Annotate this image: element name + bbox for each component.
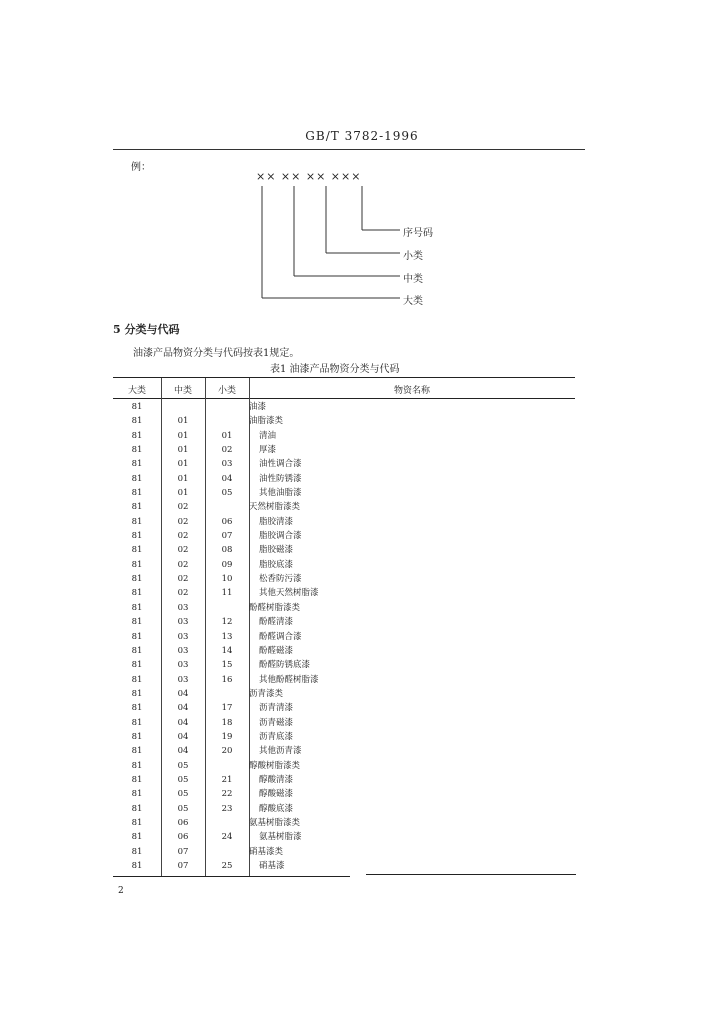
table-row <box>113 759 575 773</box>
cell-material-name: 油性调合漆 <box>259 459 302 470</box>
cell-major-class: 81 <box>131 731 143 742</box>
cell-major-class: 81 <box>131 645 143 656</box>
cell-minor-class: 09 <box>221 559 233 570</box>
table-row <box>113 500 575 514</box>
cell-minor-class: 17 <box>221 703 233 714</box>
label-minor-class: 小类 <box>403 251 423 262</box>
table-row <box>113 687 575 701</box>
cell-major-class: 81 <box>131 846 143 857</box>
table-row <box>113 429 575 443</box>
header-major-class: 大类 <box>127 386 146 396</box>
table-row <box>113 601 575 615</box>
table-header-rule <box>113 398 575 399</box>
cell-material-name: 醇酸清漆 <box>259 774 294 785</box>
cell-major-class: 81 <box>131 617 143 628</box>
header-material-name: 物资名称 <box>393 386 430 396</box>
cell-major-class: 81 <box>131 445 143 456</box>
table-row <box>113 586 575 600</box>
cell-material-name: 其他天然树脂漆 <box>259 588 319 599</box>
cell-minor-class: 01 <box>221 430 233 441</box>
label-major-class: 大类 <box>403 296 423 307</box>
cell-material-name: 其他沥青漆 <box>259 746 302 757</box>
cell-mid-class: 03 <box>177 631 189 642</box>
page-number: 2 <box>118 886 124 896</box>
cell-major-class: 81 <box>131 488 143 499</box>
cell-major-class: 81 <box>131 531 143 542</box>
cell-minor-class: 21 <box>221 774 233 785</box>
table-row <box>113 673 575 687</box>
table-row <box>113 845 575 859</box>
cell-minor-class: 18 <box>221 717 233 728</box>
table-row <box>113 730 575 744</box>
table-bottom-rule <box>366 874 576 875</box>
cell-major-class: 81 <box>131 545 143 556</box>
table-row <box>113 615 575 629</box>
cell-mid-class: 04 <box>177 703 189 714</box>
cell-mid-class: 02 <box>177 531 189 542</box>
cell-material-name: 天然树脂漆类 <box>249 502 301 513</box>
cell-minor-class: 13 <box>221 631 233 642</box>
cell-material-name: 沥青漆类 <box>249 688 284 699</box>
cell-major-class: 81 <box>131 660 143 671</box>
cell-minor-class: 16 <box>221 674 233 685</box>
cell-minor-class: 19 <box>221 731 233 742</box>
cell-mid-class: 02 <box>177 502 189 513</box>
cell-material-name: 脂胶磁漆 <box>259 545 294 556</box>
table-row <box>113 515 575 529</box>
table-row <box>113 744 575 758</box>
table-row <box>113 457 575 471</box>
cell-material-name: 清油 <box>259 430 277 441</box>
example-label: 例： <box>131 162 151 173</box>
table-row <box>113 400 575 414</box>
section-heading: 5 分类与代码 <box>113 323 180 336</box>
cell-material-name: 脂胶调合漆 <box>259 531 302 542</box>
cell-material-name: 沥青磁漆 <box>259 717 294 728</box>
cell-minor-class: 14 <box>221 645 233 656</box>
cell-minor-class: 22 <box>221 789 233 800</box>
table-row <box>113 701 575 715</box>
cell-mid-class: 06 <box>177 832 189 843</box>
cell-major-class: 81 <box>131 416 143 427</box>
cell-major-class: 81 <box>131 832 143 843</box>
cell-material-name: 松香防污漆 <box>259 574 302 585</box>
cell-major-class: 81 <box>131 760 143 771</box>
table-row <box>113 572 575 586</box>
cell-mid-class: 03 <box>177 602 189 613</box>
cell-major-class: 81 <box>131 774 143 785</box>
cell-minor-class: 10 <box>221 574 233 585</box>
cell-material-name: 硝基漆类 <box>249 846 284 857</box>
cell-minor-class: 07 <box>221 531 233 542</box>
cell-material-name: 厚漆 <box>259 445 277 456</box>
cell-major-class: 81 <box>131 502 143 513</box>
cell-minor-class: 11 <box>221 588 233 599</box>
cell-material-name: 油性防锈漆 <box>259 473 302 484</box>
code-structure-diagram <box>0 0 724 320</box>
cell-material-name: 脂胶底漆 <box>259 559 294 570</box>
table-row <box>113 787 575 801</box>
cell-mid-class: 05 <box>177 760 189 771</box>
cell-material-name: 其他油脂漆 <box>259 488 302 499</box>
cell-mid-class: 02 <box>177 574 189 585</box>
table-row <box>113 816 575 830</box>
cell-material-name: 油脂漆类 <box>249 416 284 427</box>
table-caption: 表1 油漆产品物资分类与代码 <box>270 364 400 375</box>
cell-material-name: 沥青底漆 <box>259 731 294 742</box>
table-row <box>113 558 575 572</box>
cell-mid-class: 01 <box>177 459 189 470</box>
label-serial-code: 序号码 <box>403 228 433 239</box>
table-body <box>113 400 575 873</box>
cell-material-name: 硝基漆 <box>259 861 285 871</box>
cell-major-class: 81 <box>131 688 143 699</box>
cell-mid-class: 01 <box>177 445 189 456</box>
cell-material-name: 酚醛磁漆 <box>259 645 294 656</box>
cell-major-class: 81 <box>131 402 143 412</box>
table-row <box>113 716 575 730</box>
cell-mid-class: 03 <box>177 674 189 685</box>
table-row <box>113 773 575 787</box>
cell-major-class: 81 <box>131 588 143 599</box>
table-row <box>113 543 575 557</box>
cell-minor-class: 20 <box>221 746 233 757</box>
cell-major-class: 81 <box>131 703 143 714</box>
cell-major-class: 81 <box>131 717 143 728</box>
section-text: 油漆产品物资分类与代码按表1规定。 <box>133 348 300 359</box>
cell-mid-class: 04 <box>177 717 189 728</box>
cell-major-class: 81 <box>131 602 143 613</box>
cell-minor-class: 02 <box>221 445 233 456</box>
table-row <box>113 414 575 428</box>
cell-mid-class: 01 <box>177 473 189 484</box>
cell-mid-class: 04 <box>177 731 189 742</box>
cell-minor-class: 15 <box>221 660 233 671</box>
table-row <box>113 472 575 486</box>
cell-mid-class: 03 <box>177 617 189 628</box>
header-minor-class: 小类 <box>217 386 236 396</box>
cell-mid-class: 02 <box>177 545 189 556</box>
cell-minor-class: 12 <box>221 617 233 628</box>
cell-mid-class: 05 <box>177 789 189 800</box>
table-top-rule <box>113 377 575 378</box>
cell-mid-class: 03 <box>177 645 189 656</box>
cell-minor-class: 04 <box>221 473 233 484</box>
cell-mid-class: 04 <box>177 688 189 699</box>
cell-material-name: 油漆 <box>249 402 267 412</box>
cell-mid-class: 05 <box>177 803 189 814</box>
code-pattern: ×× ×× ×× ××× <box>256 170 362 183</box>
cell-material-name: 酚醛调合漆 <box>259 631 302 642</box>
cell-major-class: 81 <box>131 574 143 585</box>
cell-mid-class: 01 <box>177 488 189 499</box>
cell-material-name: 氨基树脂漆类 <box>249 817 301 828</box>
cell-material-name: 其他酚醛树脂漆 <box>259 674 319 685</box>
cell-major-class: 81 <box>131 559 143 570</box>
cell-mid-class: 01 <box>177 416 189 427</box>
cell-major-class: 81 <box>131 789 143 800</box>
cell-minor-class: 08 <box>221 545 233 556</box>
table-row <box>113 443 575 457</box>
cell-material-name: 酚醛清漆 <box>259 617 294 628</box>
table-bottom-rule <box>113 876 350 877</box>
cell-major-class: 81 <box>131 516 143 527</box>
page-header: GB/T 3782-1996 <box>305 129 419 143</box>
cell-material-name: 醇酸树脂漆类 <box>249 760 301 771</box>
cell-mid-class: 05 <box>177 774 189 785</box>
cell-material-name: 氨基树脂漆 <box>259 832 302 843</box>
label-mid-class: 中类 <box>403 274 423 285</box>
cell-mid-class: 03 <box>177 660 189 671</box>
cell-minor-class: 03 <box>221 459 233 470</box>
table-row <box>113 658 575 672</box>
cell-major-class: 81 <box>131 631 143 642</box>
cell-major-class: 81 <box>131 430 143 441</box>
cell-mid-class: 02 <box>177 516 189 527</box>
cell-major-class: 81 <box>131 674 143 685</box>
cell-major-class: 81 <box>131 817 143 828</box>
cell-mid-class: 07 <box>177 846 189 857</box>
cell-material-name: 醇酸底漆 <box>259 803 294 814</box>
cell-minor-class: 06 <box>221 516 233 527</box>
cell-major-class: 81 <box>131 459 143 470</box>
cell-mid-class: 02 <box>177 588 189 599</box>
cell-minor-class: 25 <box>221 861 233 871</box>
cell-minor-class: 23 <box>221 803 233 814</box>
header-mid-class: 中类 <box>173 386 192 396</box>
cell-minor-class: 05 <box>221 488 233 499</box>
cell-material-name: 脂胶清漆 <box>259 516 294 527</box>
cell-material-name: 酚醛防锈底漆 <box>259 660 311 671</box>
table-row <box>113 802 575 816</box>
cell-material-name: 醇酸磁漆 <box>259 789 294 800</box>
cell-mid-class: 01 <box>177 430 189 441</box>
cell-major-class: 81 <box>131 861 143 871</box>
table-row <box>113 644 575 658</box>
cell-major-class: 81 <box>131 746 143 757</box>
cell-mid-class: 02 <box>177 559 189 570</box>
cell-minor-class: 24 <box>221 832 233 843</box>
cell-major-class: 81 <box>131 473 143 484</box>
table-row <box>113 830 575 844</box>
table-row <box>113 859 575 873</box>
cell-mid-class: 04 <box>177 746 189 757</box>
cell-major-class: 81 <box>131 803 143 814</box>
cell-material-name: 沥青清漆 <box>259 703 294 714</box>
table-row <box>113 630 575 644</box>
cell-material-name: 酚醛树脂漆类 <box>249 602 301 613</box>
cell-mid-class: 07 <box>177 861 189 871</box>
table-row <box>113 486 575 500</box>
table-row <box>113 529 575 543</box>
cell-mid-class: 06 <box>177 817 189 828</box>
